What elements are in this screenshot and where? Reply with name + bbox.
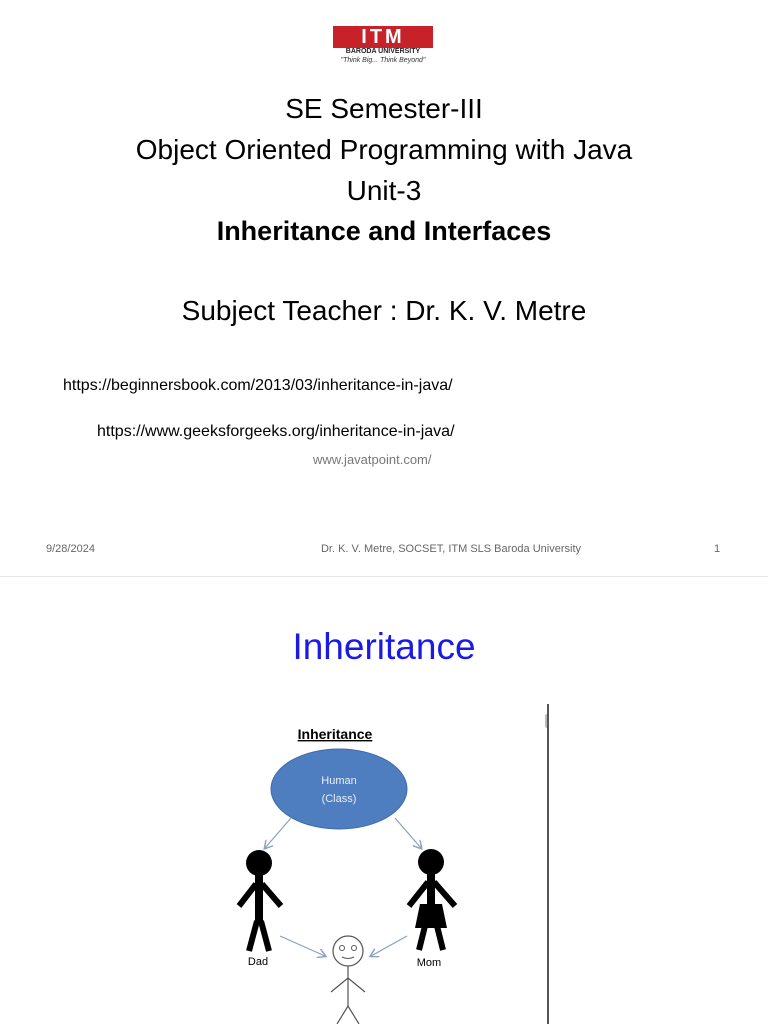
arrow-parent-to-mom xyxy=(395,818,421,848)
slide-title: Inheritance xyxy=(292,626,476,667)
logo-text: ITM xyxy=(333,26,433,48)
reference-link-geeksforgeeks[interactable]: https://www.geeksforgeeks.org/inheritance-in-java/ xyxy=(97,423,455,440)
university-logo xyxy=(333,26,433,70)
logo-university: BARODA UNIVERSITY xyxy=(345,48,421,55)
unit-line: Unit-3 xyxy=(346,175,422,206)
title-block xyxy=(0,88,768,252)
semester-line: SE Semester-III xyxy=(285,93,483,124)
vertical-divider xyxy=(547,704,549,1024)
reference-link-javatpoint[interactable]: www.javatpoint.com/ xyxy=(313,452,432,467)
human-class-ellipse xyxy=(271,749,407,829)
diagram-heading: Inheritance xyxy=(297,726,373,742)
arrow-parent-to-dad xyxy=(265,818,291,848)
dad-label: Dad xyxy=(247,956,269,968)
unit-topic: Inheritance and Interfaces xyxy=(216,216,552,246)
parent-label-line1: Human xyxy=(321,775,357,787)
parent-label-line2: (Class) xyxy=(321,793,357,805)
footer-page-number: 1 xyxy=(714,543,721,555)
footer-date: 9/28/2024 xyxy=(46,543,95,555)
logo-tagline: "Think Big... Think Beyond" xyxy=(340,57,426,64)
reference-link-beginnersbook[interactable]: https://beginnersbook.com/2013/03/inheritance-in-java/ xyxy=(63,377,453,394)
arrow-mom-to-child xyxy=(371,936,407,956)
slide-separator xyxy=(0,576,768,577)
mom-figure-icon xyxy=(409,849,455,950)
mom-label: Mom xyxy=(416,957,442,969)
child-figure-icon xyxy=(331,936,365,1024)
inheritance-diagram xyxy=(225,716,555,1024)
footer-author: Dr. K. V. Metre, SOCSET, ITM SLS Baroda University xyxy=(320,543,581,555)
inheritance-slide xyxy=(0,576,768,1024)
subject-teacher: Subject Teacher : Dr. K. V. Metre xyxy=(181,295,587,326)
dad-figure-icon xyxy=(239,850,281,951)
arrow-dad-to-child xyxy=(280,936,325,956)
course-line: Object Oriented Programming with Java xyxy=(135,134,633,165)
